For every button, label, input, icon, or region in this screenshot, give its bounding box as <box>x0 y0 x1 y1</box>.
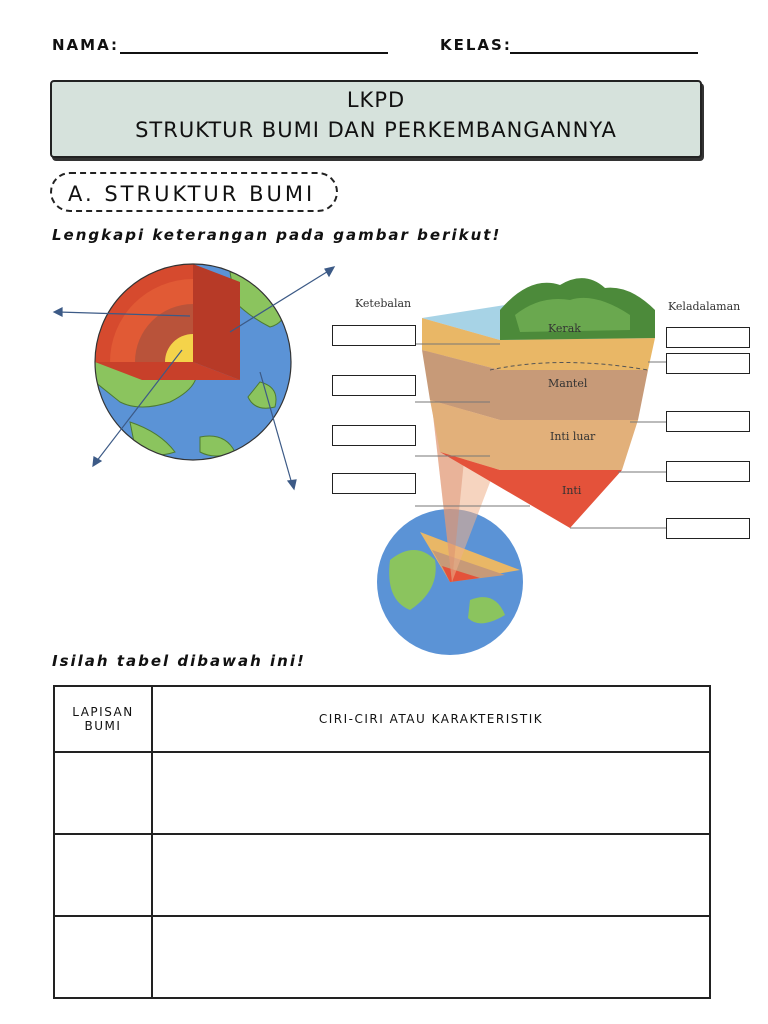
header-layer-line1: LAPISAN <box>72 705 134 719</box>
name-label: NAMA: <box>52 36 119 54</box>
depth-label: Keladalaman <box>668 300 741 313</box>
layer-label-inti-luar: Inti luar <box>550 430 596 443</box>
title-line2: STRUKTUR BUMI DAN PERKEMBANGANNYA <box>135 118 617 142</box>
layer-cell[interactable] <box>54 916 152 998</box>
header-characteristics: CIRI-CIRI ATAU KARAKTERISTIK <box>152 686 710 752</box>
thickness-answer-box-3[interactable] <box>332 425 416 446</box>
depth-answer-box-1[interactable] <box>666 327 750 348</box>
depth-answer-box-5[interactable] <box>666 518 750 539</box>
section-a-heading: A. STRUKTUR BUMI <box>50 172 338 212</box>
class-field-line[interactable] <box>510 52 698 54</box>
depth-answer-box-2[interactable] <box>666 353 750 374</box>
layer-cell[interactable] <box>54 752 152 834</box>
table-header-row <box>54 686 710 752</box>
title-banner <box>50 80 702 158</box>
characteristics-cell[interactable] <box>152 752 710 834</box>
layer-label-inti: Inti <box>562 484 582 497</box>
depth-answer-box-3[interactable] <box>666 411 750 432</box>
layer-label-kerak: Kerak <box>548 322 581 335</box>
thickness-answer-box-2[interactable] <box>332 375 416 396</box>
thickness-label: Ketebalan <box>355 297 412 310</box>
table-row <box>54 752 710 834</box>
earth-globe-diagram <box>50 262 340 492</box>
name-field-line[interactable] <box>120 52 388 54</box>
layer-cell[interactable] <box>54 834 152 916</box>
thickness-answer-box-1[interactable] <box>332 325 416 346</box>
characteristics-cell[interactable] <box>152 916 710 998</box>
instruction-diagram: Lengkapi keterangan pada gambar berikut! <box>52 226 502 244</box>
class-label: KELAS: <box>440 36 512 54</box>
characteristics-cell[interactable] <box>152 834 710 916</box>
table-row <box>54 834 710 916</box>
instruction-table: Isilah tabel dibawah ini! <box>52 652 306 670</box>
thickness-answer-box-4[interactable] <box>332 473 416 494</box>
title-line1: LKPD <box>346 88 406 112</box>
depth-answer-box-4[interactable] <box>666 461 750 482</box>
layer-characteristics-table <box>53 685 711 999</box>
layer-label-mantel: Mantel <box>548 377 588 390</box>
header-layer-line2: BUMI <box>84 719 122 733</box>
header-layer <box>54 686 152 752</box>
table-row <box>54 916 710 998</box>
